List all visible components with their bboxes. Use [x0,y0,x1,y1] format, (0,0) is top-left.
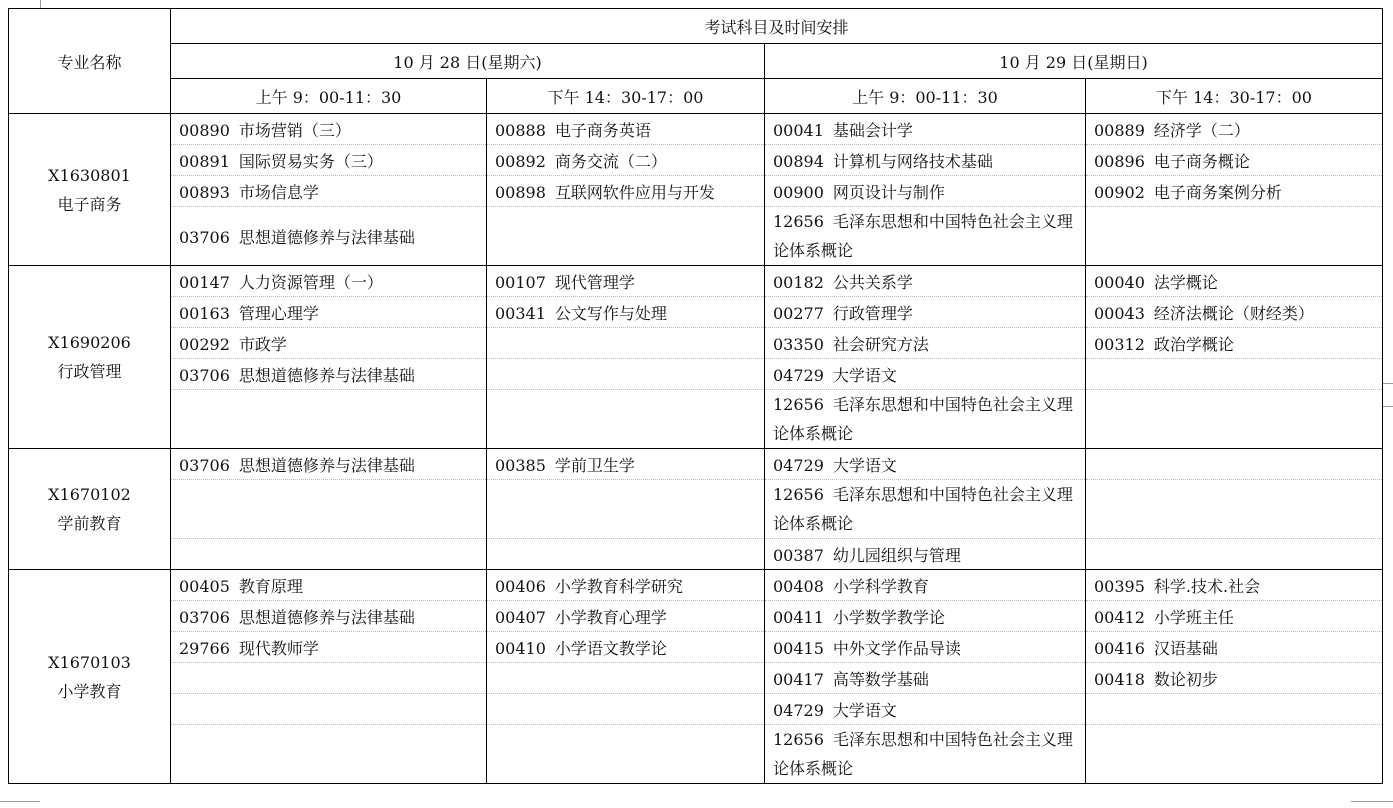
course-name: 公共关系学 [832,272,913,292]
table-row [9,266,1383,297]
day-header-2: 10 月 29 日(星期日) [765,44,1383,79]
course-cell [765,207,1086,266]
course-cell [171,359,487,390]
course-name: 市场信息学 [238,182,319,202]
course-cell [1086,449,1383,480]
course-code: 00040 [1094,272,1145,292]
table-row [9,632,1383,663]
course-code: 00418 [1094,669,1145,689]
table-row [9,449,1383,480]
course-name: 公文写作与处理 [554,303,667,323]
course-name: 汉语基础 [1153,638,1218,658]
course-cell [171,114,487,145]
table-row [9,694,1383,725]
major-cell [9,114,171,266]
course-name: 计算机与网络技术基础 [832,151,993,171]
course-cell [171,145,487,176]
course-cell [1086,601,1383,632]
course-cell [171,176,487,207]
course-code: 03706 [179,455,230,475]
course-code: 12656 [773,730,824,749]
course-cell [487,359,765,390]
course-code: 00410 [495,638,546,658]
major-header: 专业名称 [9,9,171,114]
course-code: 00395 [1094,576,1145,596]
table-row [9,328,1383,359]
session-header: 下午 14：30-17：00 [1086,79,1383,114]
course-name: 经济学（二） [1153,120,1250,140]
course-cell [1086,297,1383,328]
course-name: 小学语文教学论 [554,638,667,658]
course-cell [487,694,765,725]
course-cell [171,390,487,449]
course-cell [1086,176,1383,207]
course-cell [1086,207,1383,266]
course-code: 29766 [179,638,230,658]
course-cell [1086,632,1383,663]
course-cell [487,145,765,176]
course-cell [487,570,765,601]
course-cell [765,297,1086,328]
course-cell [1086,539,1383,570]
course-code: 04729 [773,365,824,385]
course-name: 数论初步 [1153,669,1218,689]
course-cell [1086,480,1383,539]
course-cell [765,601,1086,632]
course-name: 毛泽东思想和中国特色社会主义理论体系概论 [773,730,1073,778]
course-code: 00312 [1094,334,1145,354]
course-cell [171,694,487,725]
course-code: 00277 [773,303,824,323]
course-code: 00412 [1094,607,1145,627]
course-cell [171,480,487,539]
course-name: 小学科学教育 [832,576,929,596]
course-code: 00387 [773,545,824,565]
course-cell [487,725,765,784]
course-code: 00894 [773,151,824,171]
course-cell [487,601,765,632]
course-name: 毛泽东思想和中国特色社会主义理论体系概论 [773,395,1073,443]
session-header: 上午 9：00-11：30 [171,79,487,114]
course-name: 网页设计与制作 [832,182,945,202]
course-cell [171,539,487,570]
course-cell [487,114,765,145]
course-code: 04729 [773,700,824,720]
course-cell [765,176,1086,207]
course-name: 毛泽东思想和中国特色社会主义理论体系概论 [773,212,1073,260]
course-name: 小学教育科学研究 [554,576,683,596]
course-code: 00898 [495,182,546,202]
course-code: 00890 [179,120,230,140]
table-row [9,539,1383,570]
course-code: 00406 [495,576,546,596]
course-cell [765,632,1086,663]
course-code: 12656 [773,485,824,504]
course-code: 00417 [773,669,824,689]
table-row [9,663,1383,694]
course-name: 政治学概论 [1153,334,1234,354]
course-cell [1086,359,1383,390]
course-name: 教育原理 [238,576,303,596]
course-code: 00182 [773,272,824,292]
course-name: 学前卫生学 [554,455,635,475]
course-code: 00041 [773,120,824,140]
course-cell [765,266,1086,297]
course-name: 思想道德修养与法律基础 [238,455,415,475]
course-cell [765,114,1086,145]
course-code: 03706 [179,607,230,627]
schedule-title: 考试科目及时间安排 [171,9,1383,44]
course-code: 12656 [773,395,824,414]
session-header: 上午 9：00-11：30 [765,79,1086,114]
major-cell [9,449,171,570]
course-cell [487,297,765,328]
course-cell [487,266,765,297]
course-code: 00043 [1094,303,1145,323]
course-cell [487,663,765,694]
course-name: 大学语文 [832,700,897,720]
course-code: 00163 [179,303,230,323]
course-name: 小学教育心理学 [554,607,667,627]
course-cell [1086,694,1383,725]
course-name: 思想道德修养与法律基础 [238,365,415,385]
course-code: 03350 [773,334,824,354]
course-code: 00405 [179,576,230,596]
major-name: 行政管理 [57,362,122,381]
exam-schedule-table [8,8,1383,784]
course-cell [765,663,1086,694]
course-cell [765,359,1086,390]
page-corner-mark [0,801,40,808]
course-cell [171,297,487,328]
course-cell [171,632,487,663]
course-cell [765,570,1086,601]
course-cell [1086,663,1383,694]
major-code: X1690206 [48,333,131,352]
table-row [9,114,1383,145]
course-code: 00292 [179,334,230,354]
course-code: 00385 [495,455,546,475]
course-cell [765,145,1086,176]
day-header-1: 10 月 28 日(星期六) [171,44,765,79]
course-name: 电子商务概论 [1153,151,1250,171]
course-cell [171,663,487,694]
major-name: 小学教育 [57,681,122,701]
course-name: 毛泽东思想和中国特色社会主义理论体系概论 [773,485,1073,533]
course-code: 03706 [179,365,230,385]
course-cell [171,601,487,632]
course-name: 科学.技术.社会 [1153,576,1261,596]
course-name: 现代管理学 [554,272,635,292]
course-name: 经济法概论（财经类） [1153,303,1314,323]
course-name: 思想道德修养与法律基础 [238,227,415,247]
table-row [9,725,1383,784]
table-row [9,480,1383,539]
course-code: 00341 [495,303,546,323]
course-cell [765,449,1086,480]
course-name: 行政管理学 [832,303,913,323]
course-name: 法学概论 [1153,272,1218,292]
course-code: 00893 [179,182,230,202]
course-name: 中外文学作品导读 [832,638,961,658]
course-name: 互联网软件应用与开发 [554,182,715,202]
course-name: 电子商务案例分析 [1153,182,1282,202]
major-code: X1630801 [48,165,131,185]
course-cell [1086,390,1383,449]
table-row [9,390,1383,449]
major-name: 学前教育 [57,514,122,533]
course-name: 大学语文 [832,455,897,475]
course-cell [1086,114,1383,145]
course-cell [171,570,487,601]
course-code: 00892 [495,151,546,171]
course-name: 社会研究方法 [832,334,929,354]
course-name: 小学数学教学论 [832,607,945,627]
course-cell [765,725,1086,784]
course-cell [487,390,765,449]
major-cell [9,266,171,449]
course-name: 思想道德修养与法律基础 [238,607,415,627]
course-cell [1086,570,1383,601]
course-cell [1086,266,1383,297]
session-header: 下午 14：30-17：00 [487,79,765,114]
course-code: 00411 [773,607,824,627]
course-name: 国际贸易实务（三） [238,151,383,171]
course-code: 00902 [1094,182,1145,202]
course-cell [765,328,1086,359]
table-row [9,297,1383,328]
course-code: 04729 [773,455,824,475]
course-cell [171,266,487,297]
page-side-marker [1382,383,1393,407]
course-cell [171,449,487,480]
course-cell [765,480,1086,539]
course-code: 00889 [1094,120,1145,140]
course-code: 00408 [773,576,824,596]
course-name: 小学班主任 [1153,607,1234,627]
table-row [9,145,1383,176]
course-cell [1086,145,1383,176]
course-name: 高等数学基础 [832,669,929,689]
course-cell [487,539,765,570]
major-cell [9,570,171,784]
course-cell [1086,328,1383,359]
course-code: 00147 [179,272,230,292]
page-corner-mark [1351,801,1393,808]
course-cell [487,328,765,359]
table-row [9,176,1383,207]
major-code: X1670102 [48,485,131,504]
course-name: 幼儿园组织与管理 [832,545,961,565]
course-code: 00107 [495,272,546,292]
course-code: 12656 [773,212,824,231]
course-cell [1086,725,1383,784]
course-code: 00415 [773,638,824,658]
course-name: 人力资源管理（一） [238,272,383,292]
course-name: 现代教师学 [238,638,319,658]
course-code: 00891 [179,151,230,171]
course-cell [487,480,765,539]
course-code: 00896 [1094,151,1145,171]
course-name: 市场营销（三） [238,120,351,140]
course-cell [487,207,765,266]
table-row [9,207,1383,266]
course-code: 00416 [1094,638,1145,658]
course-cell [765,694,1086,725]
major-name: 电子商务 [57,194,122,214]
course-name: 大学语文 [832,365,897,385]
course-code: 00407 [495,607,546,627]
course-cell [171,328,487,359]
course-cell [765,539,1086,570]
page-corner-mark [0,0,41,8]
table-row [9,601,1383,632]
course-cell [487,176,765,207]
course-name: 市政学 [238,334,287,354]
course-cell [487,449,765,480]
course-name: 商务交流（二） [554,151,667,171]
course-code: 03706 [179,227,230,247]
course-cell [171,207,487,266]
course-cell [765,390,1086,449]
course-cell [487,632,765,663]
course-code: 00900 [773,182,824,202]
table-row [9,359,1383,390]
course-name: 电子商务英语 [554,120,651,140]
course-cell [171,725,487,784]
course-code: 00888 [495,120,546,140]
table-row [9,570,1383,601]
course-name: 基础会计学 [832,120,913,140]
major-code: X1670103 [48,652,131,672]
course-name: 管理心理学 [238,303,319,323]
